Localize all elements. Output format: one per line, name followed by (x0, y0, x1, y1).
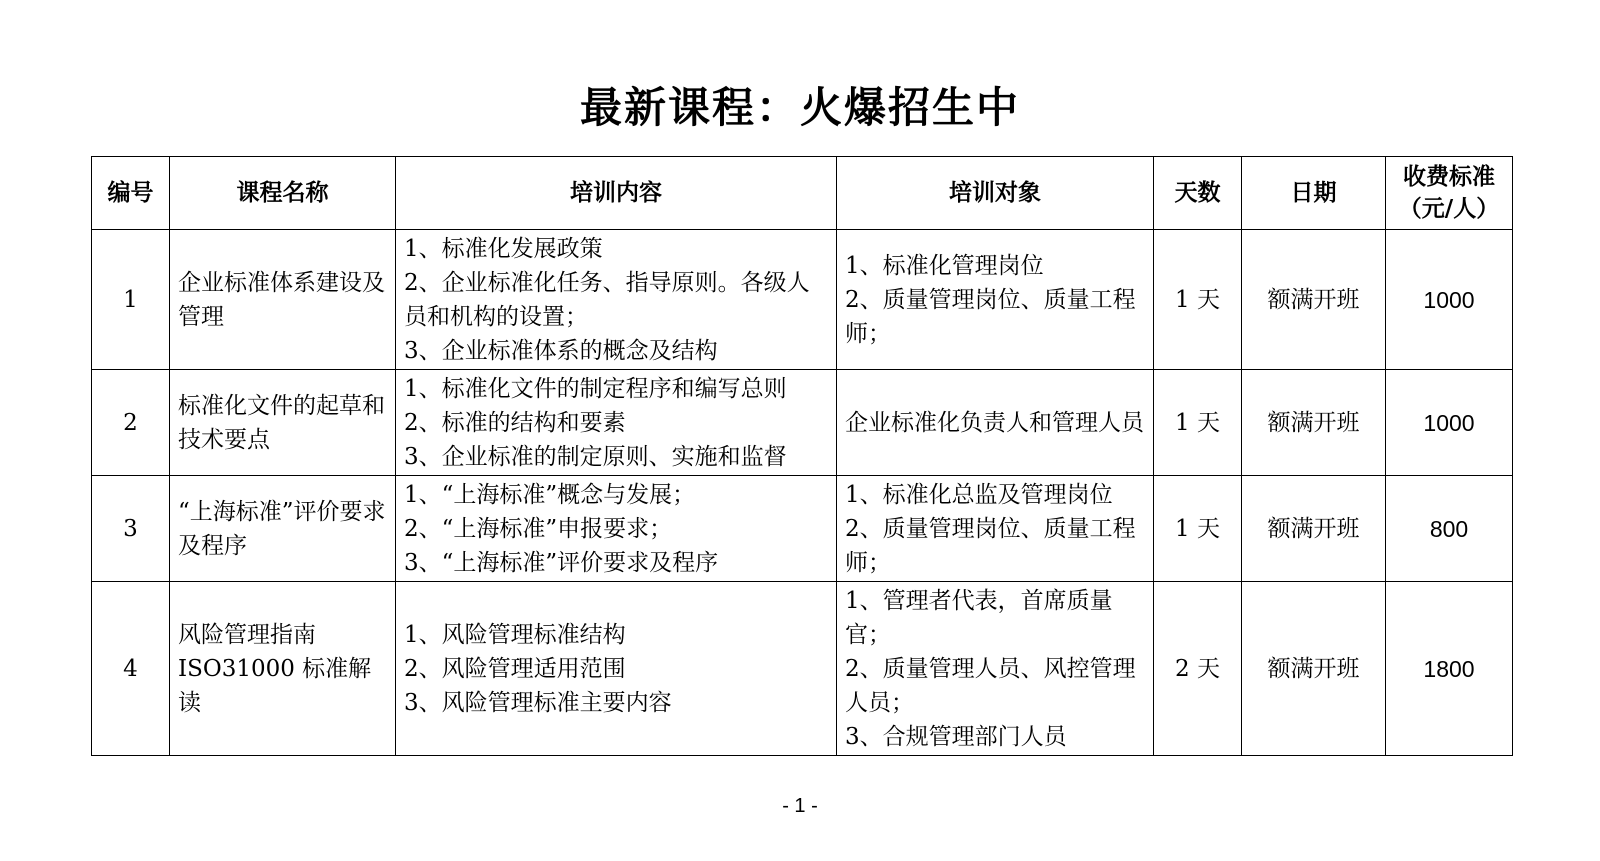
content-line: 1、风险管理标准结构 (404, 621, 626, 648)
header-course-name: 课程名称 (170, 157, 396, 230)
cell-days: 1 天 (1154, 230, 1242, 370)
audience-line: 2、质量管理人员、风控管理人员； (845, 655, 1136, 716)
page-number: - 1 - (782, 795, 818, 817)
cell-fee: 1800 (1386, 582, 1513, 756)
cell-days: 1 天 (1154, 370, 1242, 476)
course-table (91, 156, 1513, 756)
cell-audience (837, 476, 1154, 582)
cell-no: 1 (92, 230, 170, 370)
table-header-row (92, 157, 1513, 230)
page-title: 最新课程：火爆招生中 (579, 83, 1020, 132)
table-row (92, 370, 1513, 476)
content-line: 1、“上海标准”概念与发展； (404, 481, 696, 508)
cell-course-name: “上海标准”评价要求及程序 (170, 476, 396, 582)
header-days: 天数 (1154, 157, 1242, 230)
cell-no: 3 (92, 476, 170, 582)
table-row (92, 230, 1513, 370)
cell-content (396, 582, 837, 756)
cell-content (396, 230, 837, 370)
content-line: 1、标准化发展政策 (404, 235, 603, 262)
content-line: 3、风险管理标准主要内容 (404, 689, 672, 716)
cell-fee: 1000 (1386, 370, 1513, 476)
cell-content (396, 476, 837, 582)
cell-date: 额满开班 (1242, 370, 1386, 476)
cell-audience (837, 230, 1154, 370)
cell-date: 额满开班 (1242, 230, 1386, 370)
table-row (92, 582, 1513, 756)
content-line: 3、“上海标准”评价要求及程序 (404, 549, 719, 576)
cell-days: 2 天 (1154, 582, 1242, 756)
audience-line: 1、标准化管理岗位 (845, 252, 1044, 279)
content-line: 2、风险管理适用范围 (404, 655, 626, 682)
content-line: 3、企业标准体系的概念及结构 (404, 337, 718, 364)
cell-date: 额满开班 (1242, 476, 1386, 582)
content-line: 2、企业标准化任务、指导原则。各级人员和机构的设置； (404, 269, 810, 330)
cell-fee: 800 (1386, 476, 1513, 582)
cell-no: 2 (92, 370, 170, 476)
cell-course-name: 风险管理指南 ISO31000 标准解读 (170, 582, 396, 756)
audience-line: 3、合规管理部门人员 (845, 723, 1067, 750)
cell-audience (837, 582, 1154, 756)
header-no: 编号 (92, 157, 170, 230)
audience-line: 1、标准化总监及管理岗位 (845, 481, 1113, 508)
audience-line: 1、管理者代表，首席质量官； (845, 587, 1113, 648)
cell-content (396, 370, 837, 476)
cell-date: 额满开班 (1242, 582, 1386, 756)
audience-line: 企业标准化负责人和管理人员 (845, 409, 1144, 436)
header-fee-line2: （元/人） (1398, 196, 1500, 222)
cell-audience (837, 370, 1154, 476)
cell-course-name: 企业标准体系建设及管理 (170, 230, 396, 370)
cell-days: 1 天 (1154, 476, 1242, 582)
cell-no: 4 (92, 582, 170, 756)
header-date: 日期 (1242, 157, 1386, 230)
table-row (92, 476, 1513, 582)
header-fee (1386, 157, 1513, 230)
content-line: 3、企业标准的制定原则、实施和监督 (404, 443, 787, 470)
content-line: 2、“上海标准”申报要求； (404, 515, 673, 542)
audience-line: 2、质量管理岗位、质量工程师； (845, 286, 1136, 347)
content-line: 1、标准化文件的制定程序和编写总则 (404, 375, 787, 402)
header-content: 培训内容 (396, 157, 837, 230)
header-audience: 培训对象 (837, 157, 1154, 230)
content-line: 2、标准的结构和要素 (404, 409, 626, 436)
cell-fee: 1000 (1386, 230, 1513, 370)
header-fee-line1: 收费标准 (1403, 164, 1495, 190)
audience-line: 2、质量管理岗位、质量工程师； (845, 515, 1136, 576)
cell-course-name: 标准化文件的起草和技术要点 (170, 370, 396, 476)
